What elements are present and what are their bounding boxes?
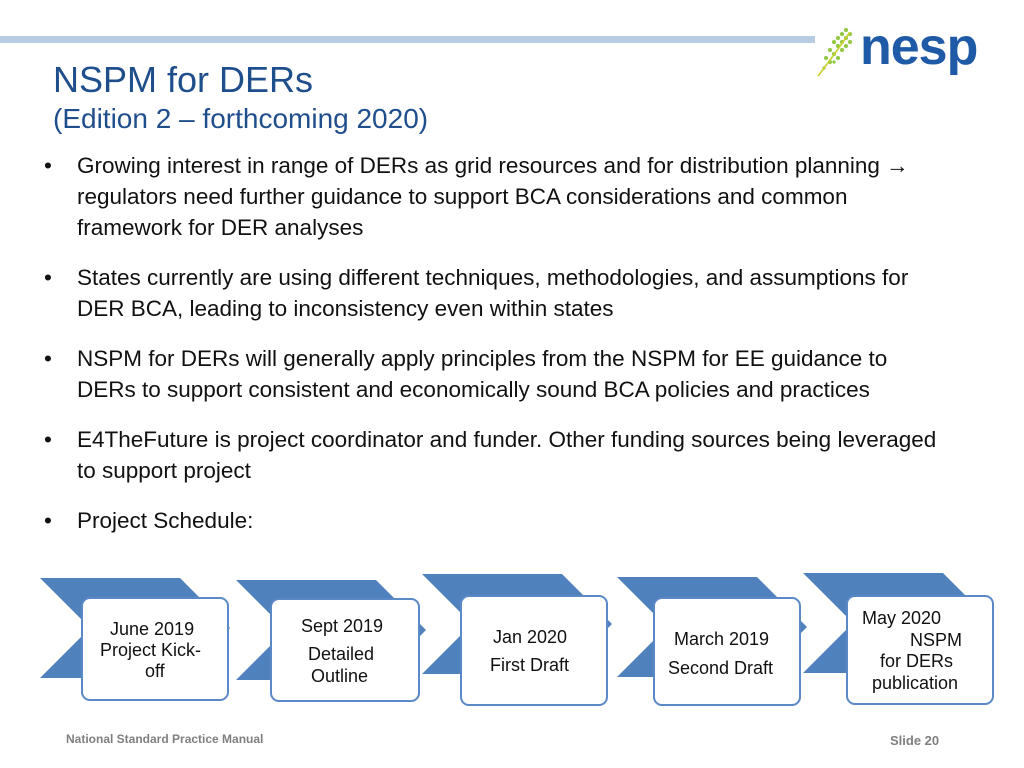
nesp-logo xyxy=(816,20,996,82)
bullet-dot: • xyxy=(44,153,52,178)
schedule-step xyxy=(81,597,229,701)
schedule-step-line: for DERs xyxy=(880,651,954,671)
project-schedule-timeline xyxy=(0,560,1024,720)
schedule-step-line: off xyxy=(145,661,165,681)
bullet-dot: • xyxy=(44,508,52,533)
schedule-step-line: Jan 2020 xyxy=(493,627,568,647)
schedule-step-line: Outline xyxy=(311,666,369,686)
schedule-step-line: NSPM xyxy=(910,630,963,650)
bullet-dot: • xyxy=(44,346,52,371)
slide-subtitle: (Edition 2 – forthcoming 2020) xyxy=(53,103,429,134)
bullet-text: States currently are using different techniques, methodologies, and assumptions for DER BCA, leading to inconsistency even within states xyxy=(77,265,909,321)
bullet-dot: • xyxy=(44,265,52,290)
footer-manual-name: National Standard Practice Manual xyxy=(66,732,264,746)
schedule-step xyxy=(653,597,801,706)
schedule-step-line: May 2020 xyxy=(862,608,942,628)
bullet-text: Project Schedule: xyxy=(77,508,254,533)
bullet-item xyxy=(44,343,944,405)
bullet-text: E4TheFuture is project coordinator and funder. Other funding sources being leveraged to support project xyxy=(77,427,937,483)
schedule-step xyxy=(270,598,420,702)
logo-wordmark: nesp xyxy=(860,18,978,76)
leaf-icon xyxy=(816,24,860,78)
schedule-step-line: March 2019 xyxy=(674,629,770,649)
slide-title: NSPM for DERs xyxy=(53,59,314,100)
schedule-step-line: June 2019 xyxy=(110,619,195,639)
bullet-item xyxy=(44,424,944,486)
schedule-step-line: Second Draft xyxy=(668,658,774,678)
schedule-step-line: First Draft xyxy=(490,655,569,675)
bullet-dot: • xyxy=(44,427,52,452)
bullet-item xyxy=(44,505,944,536)
schedule-step xyxy=(460,595,608,706)
schedule-step-line: Project Kick- xyxy=(100,640,202,660)
header-accent-bar xyxy=(0,36,815,43)
schedule-step xyxy=(846,595,994,705)
bullet-text: Growing interest in range of DERs as grid resources and for distribution planning → regulators need further guidance to support BCA considerations and common framework for DER analyses xyxy=(77,153,909,240)
bullet-list xyxy=(44,150,944,555)
bullet-item xyxy=(44,150,944,243)
bullet-item xyxy=(44,262,944,324)
schedule-step-line: Sept 2019 xyxy=(301,616,384,636)
schedule-step-line: publication xyxy=(872,673,959,693)
bullet-text: NSPM for DERs will generally apply principles from the NSPM for EE guidance to DERs to support consistent and economically sound BCA policies and practices xyxy=(77,346,888,402)
slide-number: Slide 20 xyxy=(890,733,940,748)
schedule-step-line: Detailed xyxy=(308,644,375,664)
